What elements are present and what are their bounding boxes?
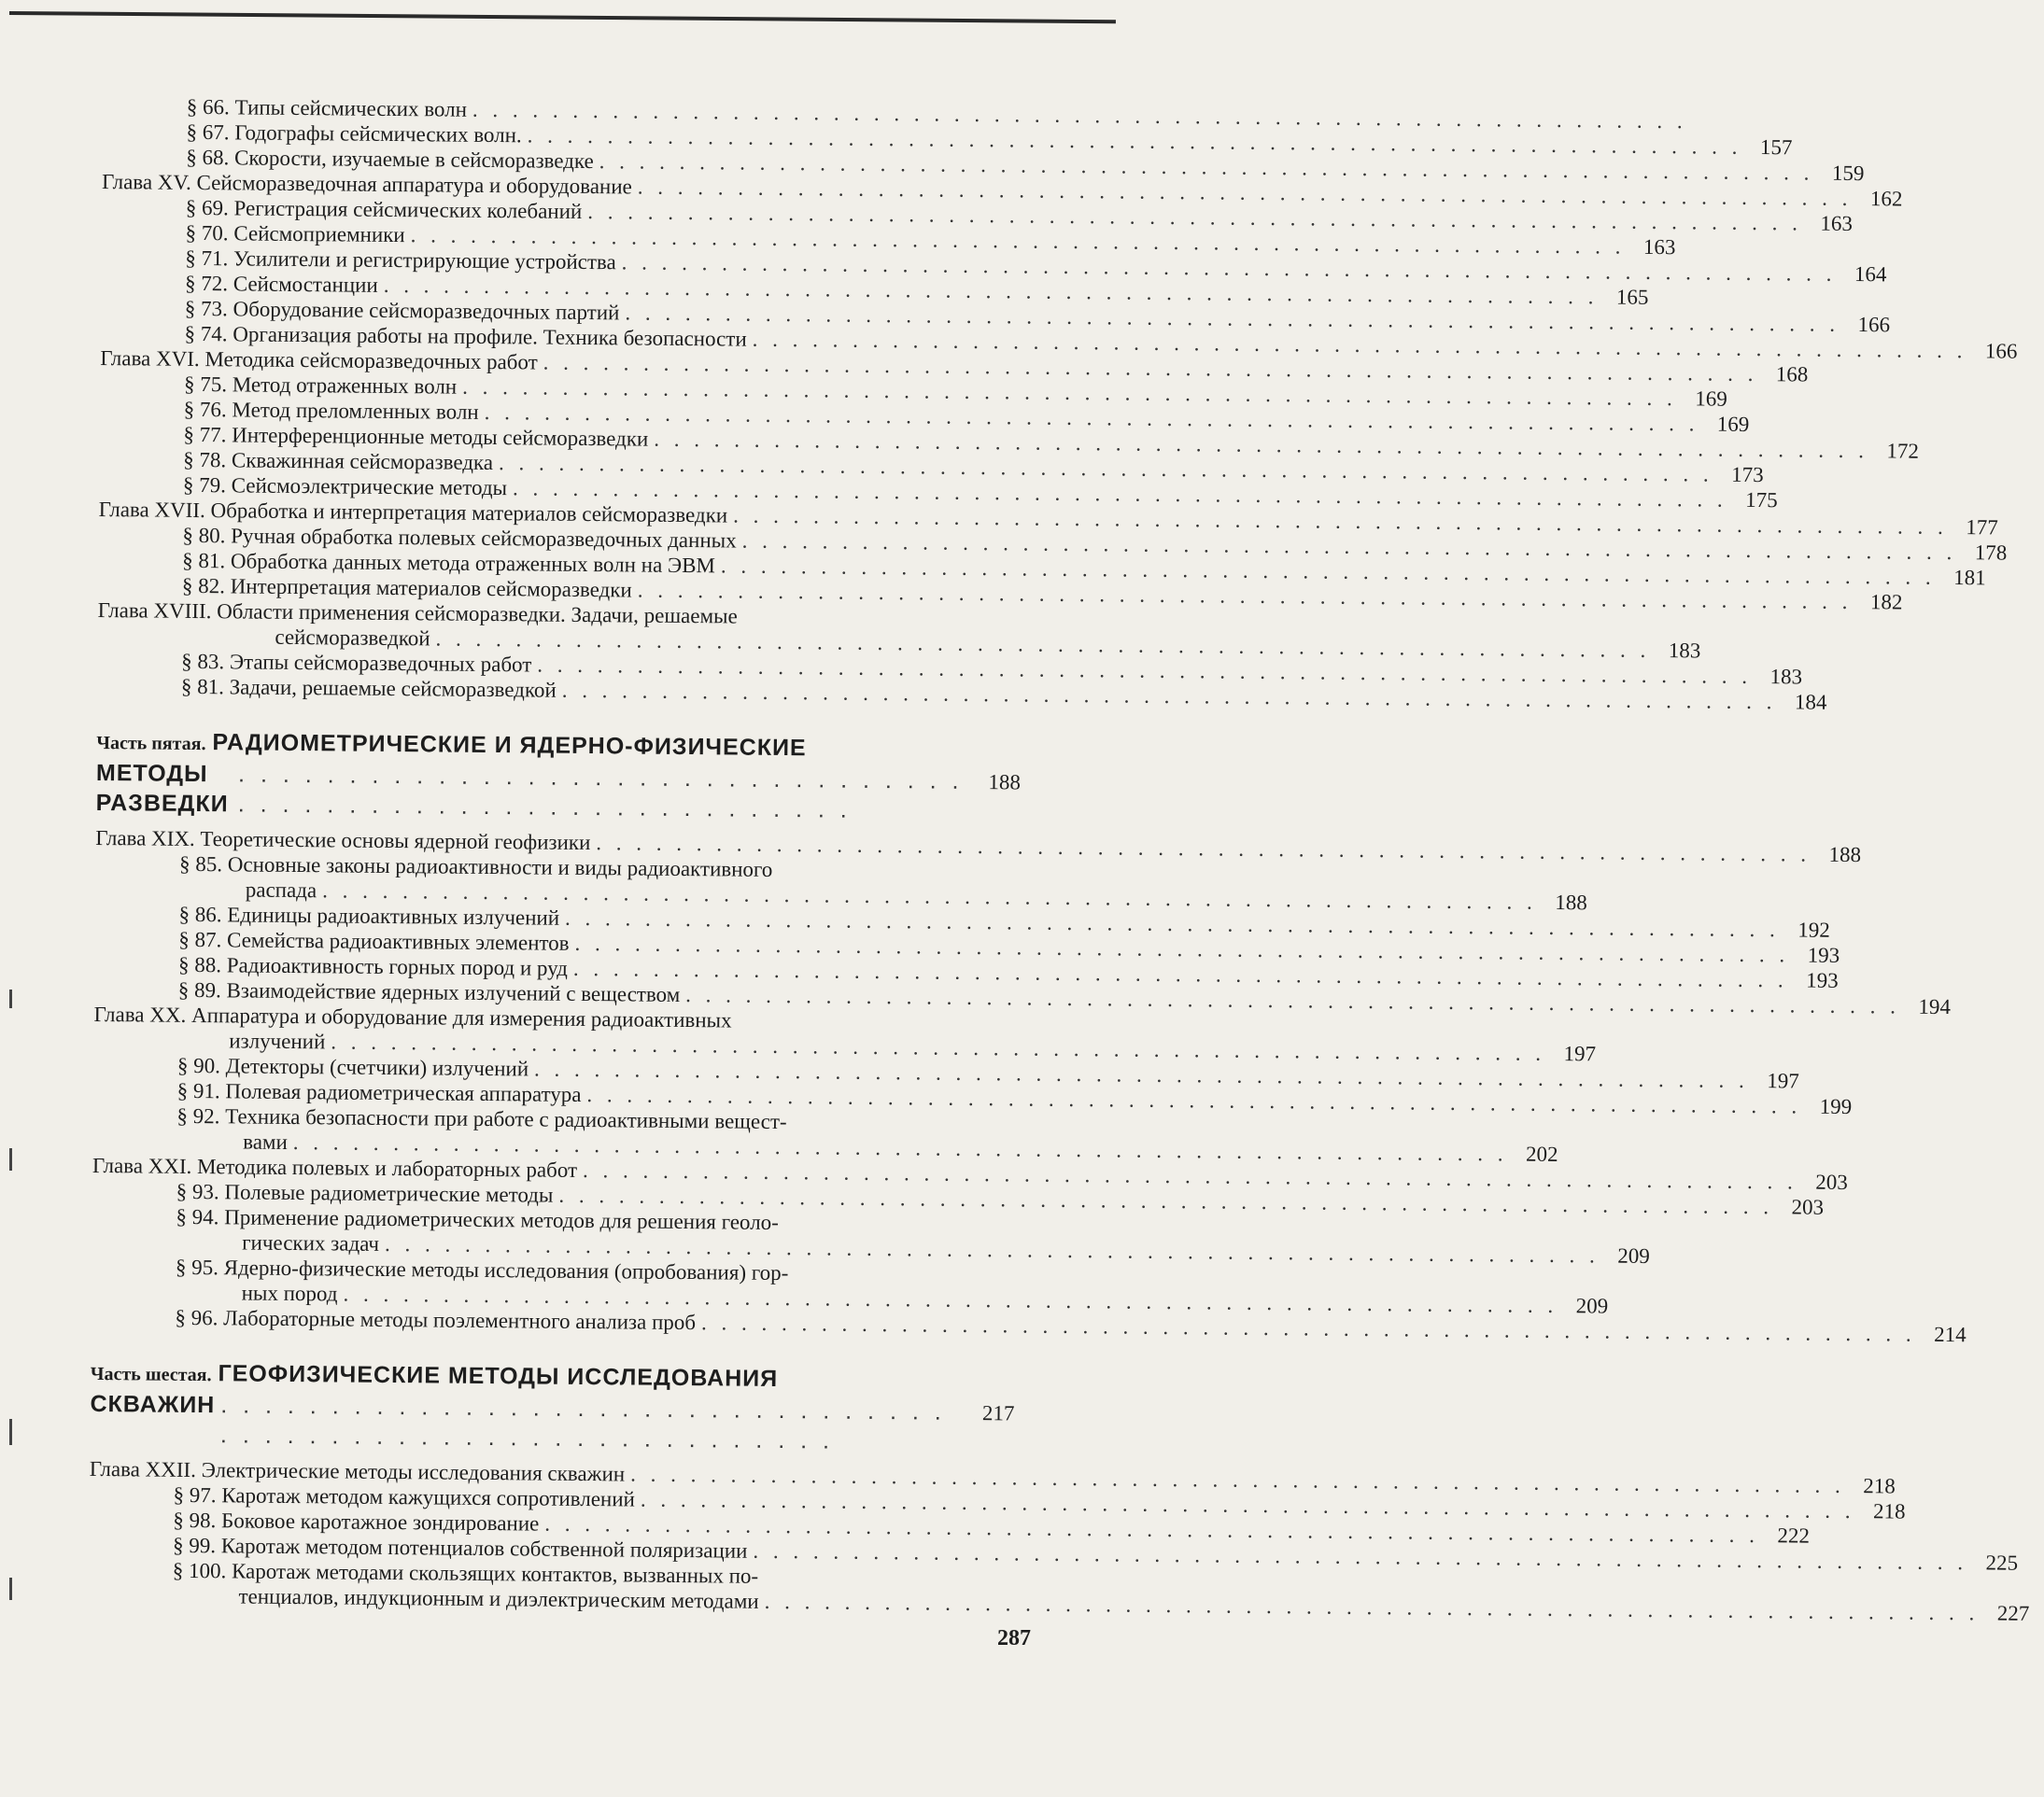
chapter-title: Методика сейсморазведочных работ (204, 347, 538, 374)
toc-chapter-18[interactable] (97, 597, 1701, 663)
page-ref: 166 (1984, 339, 2018, 363)
section-title: Усилители и регистрирующие устройства (233, 246, 616, 274)
chapter-title: Электрические методы исследования скважин (201, 1458, 626, 1486)
section-title: Задачи, решаемые сейсморазведкой (229, 675, 557, 702)
section-title: Радиоактивность горных пород и руд (226, 953, 569, 980)
entry-text (102, 169, 632, 199)
section-title: Организация работы на профиле. Техника безопасности (233, 322, 747, 351)
margin-mark (9, 1419, 12, 1445)
page-ref: 209 (1617, 1243, 1650, 1268)
page-ref: 169 (1695, 386, 1727, 411)
part-title-line1: РАДИОМЕТРИЧЕСКИЕ И ЯДЕРНО-ФИЗИЧЕСКИЕ (212, 729, 807, 762)
section-title-line1: Применение радиометрических методов для решения геоло- (224, 1205, 779, 1235)
page-ref: 165 (1615, 285, 1649, 309)
page-ref: 188 (1828, 842, 1862, 867)
entry-text (184, 397, 479, 425)
section-number: § 77. (183, 422, 227, 447)
entry-text (176, 1179, 554, 1208)
section-number: § 68. (186, 145, 230, 170)
chapter-title: Теоретические основы ядерной геофизики (200, 827, 591, 855)
chapter-title-line1: Области применения сейсморазведки. Задачи, решаемые (217, 599, 738, 628)
section-title: Единицы радиоактивных излучений (227, 903, 560, 930)
entry-text (90, 1456, 626, 1487)
section-title-line2: распада (245, 877, 317, 903)
section-number: § 73. (184, 296, 228, 321)
section-number: § 100. (172, 1558, 227, 1583)
dot-leader (238, 759, 970, 826)
page-ref: 222 (1777, 1523, 1811, 1548)
entry-text (187, 94, 467, 122)
chapter-title: Методика полевых и лабораторных работ (197, 1155, 578, 1182)
chapter-title-line1: Аппаратура и оборудование для измерения радиоактивных (190, 1003, 732, 1032)
section-title: Семейства радиоактивных элементов (226, 928, 570, 955)
margin-mark (9, 990, 12, 1008)
section-number: § 92. (176, 1103, 220, 1129)
chapter-title: Сейсморазведочная аппаратура и оборудование (196, 170, 632, 199)
section-title-line2: тенциалов, индукционным и диэлектрическим методами (238, 1584, 759, 1613)
section-title: Интерпретация материалов сейсморазведки (230, 574, 632, 602)
page-ref: 217 (981, 1401, 1015, 1425)
section-number: § 82. (181, 573, 226, 598)
section-number: § 90. (176, 1053, 221, 1078)
entry-text (186, 145, 594, 174)
entry-text (184, 372, 457, 400)
page-ref: 159 (1831, 161, 1865, 186)
section-title: Оборудование сейсморазведочных партий (233, 297, 620, 325)
dot-leader (220, 1390, 965, 1457)
entry-text (95, 825, 590, 855)
page-ref: 192 (1797, 918, 1830, 942)
section-number: § 93. (176, 1179, 219, 1204)
page-number: 287 (997, 1626, 1031, 1650)
chapter-title-line2: сейсморазведкой (275, 625, 430, 651)
page-ref: 193 (1807, 943, 1840, 967)
section-number: § 98. (173, 1508, 217, 1533)
entry-text (175, 1305, 696, 1335)
page-ref: 197 (1563, 1042, 1597, 1066)
entry-text (183, 447, 493, 475)
section-number: § 99. (172, 1533, 217, 1558)
dot-leader (701, 1310, 1916, 1346)
section-number: § 95. (175, 1255, 219, 1280)
chapter-number: Глава XV. (101, 169, 191, 194)
section-number: § 89. (177, 977, 221, 1003)
entry-text (186, 119, 521, 147)
page-ref: 164 (1854, 262, 1887, 287)
section-title: Этапы сейсморазведочных работ (229, 650, 532, 677)
page-ref: 168 (1775, 362, 1809, 386)
section-number: § 97. (173, 1482, 217, 1508)
page-ref: 163 (1642, 234, 1676, 260)
section-number: § 76. (183, 397, 227, 422)
margin-mark (9, 1578, 12, 1600)
margin-mark (9, 1148, 12, 1171)
section-title-line2: вами (243, 1130, 288, 1154)
page-ref: 166 (1857, 313, 1891, 337)
page-ref: 202 (1525, 1142, 1558, 1167)
entry-text (186, 195, 583, 224)
page-ref: 172 (1886, 439, 1920, 463)
page-ref: 225 (1985, 1551, 2019, 1575)
entry-text (177, 1053, 529, 1082)
section-title: Взаимодействие ядерных излучений с веществом (226, 978, 681, 1006)
entry-text (178, 927, 570, 956)
page-ref: 157 (1759, 135, 1793, 160)
section-number: § 74. (184, 321, 228, 346)
section-title: Ручная обработка полевых сейсморазведочных данных (231, 524, 737, 553)
page-ref: 193 (1806, 968, 1839, 992)
section-title-line1: Ядерно-физические методы исследования (опробования) гор- (223, 1256, 789, 1285)
section-number: § 80. (182, 523, 226, 548)
page-ref: 209 (1575, 1294, 1609, 1318)
page-ref: 197 (1767, 1069, 1799, 1093)
page-ref: 203 (1791, 1195, 1825, 1219)
chapter-number: Глава XVI. (100, 345, 200, 372)
section-number: § 69. (185, 195, 229, 220)
entry-text (100, 345, 538, 374)
page-ref: 173 (1731, 462, 1764, 487)
section-number: § 96. (175, 1305, 218, 1330)
chapter-title: Обработка и интерпретация материалов сейсморазведки (210, 498, 728, 527)
chapter-title-line2: излучений (229, 1029, 326, 1054)
section-number: § 67. (186, 119, 230, 145)
entry-text (183, 472, 507, 500)
section-title: Обработка данных метода отраженных волн на ЭВМ (230, 549, 716, 578)
entry-text (185, 271, 378, 298)
chapter-number: Глава XXI. (92, 1153, 192, 1178)
entry-text (173, 1508, 539, 1537)
chapter-number: Глава XIX. (95, 825, 195, 850)
toc-part-5[interactable] (96, 726, 1022, 826)
section-title: Интерференционные методы сейсморазведки (232, 423, 649, 451)
part-title-line2: МЕТОДЫ РАЗВЕДКИ (95, 759, 229, 818)
section-number: § 91. (176, 1078, 220, 1103)
chapter-number: Глава XX. (93, 1002, 187, 1027)
page-ref: 169 (1716, 412, 1750, 436)
page-ref: 203 (1815, 1170, 1848, 1194)
section-number: § 79. (182, 472, 227, 498)
section-title-line1: Техника безопасности при работе с радиоактивными вещест- (225, 1104, 787, 1134)
section-title: Скорости, изучаемые в сейсморазведке (233, 146, 594, 174)
page-ref: 177 (1966, 515, 1998, 540)
section-number: § 66. (186, 94, 230, 119)
section-number: § 88. (177, 952, 222, 977)
toc-list-seismic-tasks (97, 648, 1827, 714)
section-title: Боковое каротажное зондирование (220, 1509, 540, 1536)
page-ref: 218 (1863, 1474, 1896, 1498)
part-title-line1: ГЕОФИЗИЧЕСКИЕ МЕТОДЫ ИССЛЕДОВАНИЯ (218, 1360, 779, 1393)
section-title: Лабораторные методы поэлементного анализа проб (223, 1306, 697, 1335)
page-ref: 194 (1918, 994, 1952, 1019)
page-ref: 218 (1872, 1499, 1906, 1523)
section-title: Сейсмоэлектрические методы (231, 473, 508, 500)
section-title: Скважинная сейсморазведка (231, 448, 494, 475)
page-ref: 181 (1953, 566, 1986, 590)
section-title: Метод отраженных волн (232, 372, 458, 399)
section-number: § 85. (178, 851, 223, 877)
section-number: § 81. (180, 674, 225, 699)
entry-text (178, 902, 559, 931)
page-ref: 183 (1769, 665, 1803, 689)
page-ref: 199 (1819, 1094, 1853, 1119)
section-title-line1: Каротаж методами скользящих контактов, вызванных по- (231, 1559, 759, 1588)
page-ref: 162 (1869, 187, 1903, 211)
section-number: § 75. (183, 372, 228, 397)
entry-text (178, 952, 568, 981)
section-title: Типы сейсмических волн (234, 95, 468, 121)
section-number: § 70. (185, 220, 229, 246)
page-ref: 178 (1974, 541, 2008, 565)
entry-text (181, 674, 557, 703)
table-of-contents (88, 93, 2030, 1625)
entry-text (177, 1078, 582, 1107)
section-number: § 81. (182, 548, 226, 573)
section-number: § 87. (178, 927, 222, 952)
section-title: Годографы сейсмических волн. (234, 120, 522, 147)
page-ref: 188 (1555, 890, 1587, 915)
chapter-number: Глава XVIII. (97, 597, 212, 624)
page-ref: 175 (1745, 487, 1778, 512)
section-title-line2: гических задач (242, 1230, 380, 1256)
toc-part-6[interactable] (90, 1357, 1015, 1457)
top-edge-line (9, 11, 1116, 23)
part-title-line2: СКВАЖИН (90, 1390, 216, 1419)
section-number: § 78. (183, 447, 227, 472)
section-title: Каротаж методом кажущихся сопротивлений (221, 1483, 636, 1511)
page-ref: 182 (1869, 590, 1903, 614)
page-ref: 184 (1794, 690, 1827, 714)
part-label: Часть пятая. (96, 732, 206, 755)
section-title: Детекторы (счетчики) излучений (225, 1054, 529, 1081)
entry-text (92, 1153, 577, 1183)
section-title: Сейсмоприемники (233, 221, 405, 247)
section-number: § 86. (178, 902, 222, 927)
page-ref: 227 (1996, 1601, 2030, 1625)
chapter-number: Глава XXII. (89, 1456, 197, 1482)
section-title: Сейсмостанции (233, 272, 378, 297)
page-ref: 183 (1668, 639, 1701, 663)
page-ref: 188 (988, 770, 1022, 794)
section-number: § 72. (184, 271, 229, 296)
section-number: § 71. (185, 246, 229, 271)
entry-text (181, 649, 531, 678)
section-title: Метод преломленных волн (232, 398, 479, 424)
entry-text (185, 220, 404, 247)
section-title: Полевая радиометрическая аппаратура (225, 1079, 582, 1106)
section-number: § 83. (181, 649, 225, 674)
section-title: Регистрация сейсмических колебаний (233, 196, 583, 223)
chapter-number: Глава XVII. (98, 497, 205, 523)
page-ref: 214 (1934, 1322, 1966, 1347)
part-label: Часть шестая. (90, 1363, 212, 1386)
section-title-line2: ных пород (241, 1281, 338, 1306)
section-title: Полевые радиометрические методы (224, 1180, 554, 1207)
section-title-line1: Основные законы радиоактивности и виды радиоактивного (227, 852, 773, 881)
page-ref: 163 (1820, 211, 1854, 235)
section-number: § 94. (176, 1204, 219, 1229)
section-title: Каротаж методом потенциалов собственной поляризации (220, 1534, 748, 1563)
